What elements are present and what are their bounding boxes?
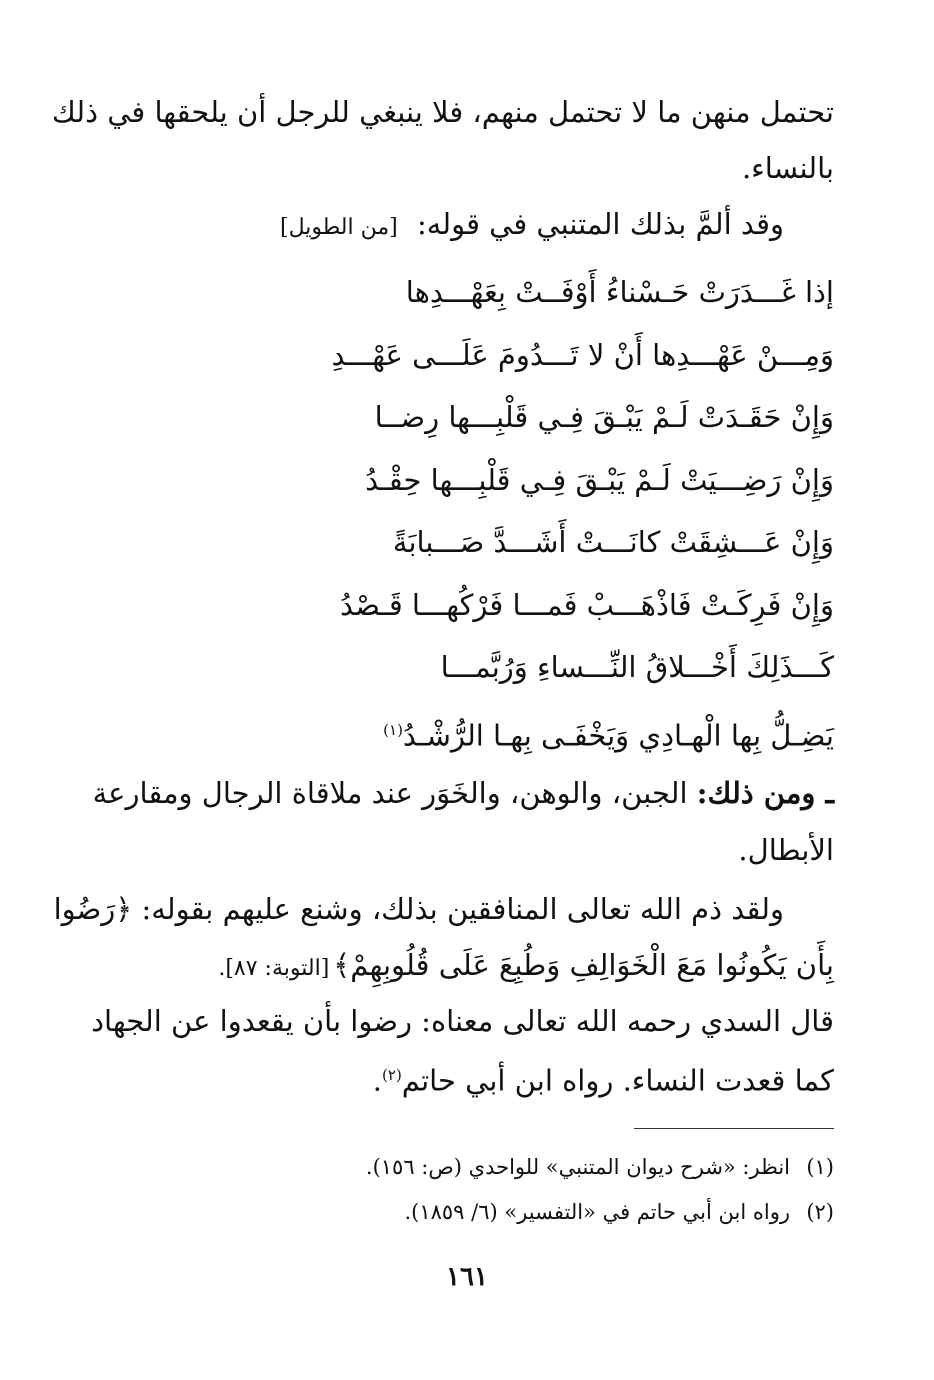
paragraph-3-line-2 bbox=[218, 945, 834, 989]
quran-citation: [التوبة: ٨٧]. bbox=[218, 956, 330, 981]
verse-line-6: وَإِنْ فَرِكَـتْ فَاذْهَـــبْ فَمـــا فَرْكُهـــا قَـصْدُ bbox=[339, 588, 834, 622]
verse-line-2: وَمِـــنْ عَهْـــدِها أَنْ لا تَـــدُومَ عَلَـــى عَهْـــدِ bbox=[331, 338, 834, 372]
paragraph-1-line-1: تحتمل منهن ما لا تحتمل منهم، فلا ينبغي للرجل أن يلحقها في ذلك bbox=[51, 95, 834, 129]
verse-line-5: وَإِنْ عَـــشِقَتْ كانَـــتْ أَشَـــدَّ صَـــبابَةً bbox=[392, 525, 834, 559]
paragraph-4-line-1: قال السدي رحمه الله تعالى معناه: رضوا بأن يقعدوا عن الجهاد bbox=[91, 1004, 834, 1038]
paragraph-3-line-1: ولقد ذم الله تعالى المنافقين بذلك، وشنع عليهم بقوله: ﴿رَضُوا bbox=[53, 892, 784, 926]
paragraph-2-line-2: الأبطال. bbox=[738, 833, 834, 867]
footnote-ref-2: (٢) bbox=[382, 1066, 402, 1084]
footnote-1 bbox=[366, 1152, 834, 1182]
paragraph-4-line-2 bbox=[373, 1055, 834, 1101]
quran-verse: بِأَن يَكُونُوا مَعَ الْخَوَالِفِ وَطُبِعَ عَلَى قُلُوبِهِمْ﴾ bbox=[333, 948, 834, 982]
verse-line-3: وَإِنْ حَقَـدَتْ لَـمْ يَبْـقَ فِـي قَلْبِـــها رِضــا bbox=[374, 400, 834, 434]
verse-line-8-text: يَضِـلُّ بِها الْهـادِي وَيَخْفَـى بِهـا الرُّشْـدُ bbox=[402, 718, 834, 753]
verse-line-7: كَـــذَلِكَ أَخْـــلاقُ النِّـــساءِ وَرُبَّمـــا bbox=[440, 650, 834, 684]
paragraph-1-line-2: بالنساء. bbox=[741, 151, 834, 185]
verse-intro bbox=[280, 204, 784, 248]
verse-intro-text: وقد ألمَّ بذلك المتنبي في قوله: bbox=[416, 207, 784, 241]
footnote-2-text: رواه ابن أبي حاتم في «التفسير» (٦/ ١٨٥٩). bbox=[404, 1200, 790, 1224]
paragraph-4-text: كما قعدت النساء. رواه ابن أبي حاتم bbox=[401, 1063, 834, 1098]
footnote-separator bbox=[634, 1128, 834, 1129]
paragraph-2-text: الجبن، والوهن، والخَوَر عند ملاقاة الرجال ومقارعة bbox=[92, 776, 688, 810]
footnote-ref-1: (١) bbox=[383, 721, 403, 739]
footnote-2 bbox=[404, 1197, 834, 1227]
verse-line-1: إذا غَـــدَرَتْ حَـسْناءُ أَوْفَــتْ بِعَهْـــدِها bbox=[405, 275, 834, 309]
paragraph-2-lead: ـ ومن ذلك: bbox=[696, 776, 834, 810]
verse-line-8 bbox=[383, 710, 834, 756]
paragraph-4-end: . bbox=[372, 1063, 383, 1098]
footnote-1-number: (١) bbox=[806, 1155, 834, 1179]
meter-tag: [من الطويل] bbox=[280, 215, 398, 240]
verse-line-4: وَإِنْ رَضِـــيَتْ لَـمْ يَبْـقَ فِـي قَلْبِـــها حِقْـدُ bbox=[365, 463, 834, 497]
footnote-1-text: انظر: «شرح ديوان المتنبي» للواحدي (ص: ١٥٦). bbox=[365, 1155, 790, 1179]
paragraph-2-line-1 bbox=[92, 773, 834, 813]
footnote-2-number: (٢) bbox=[806, 1200, 834, 1224]
page-number: ١٦١ bbox=[446, 1262, 488, 1292]
